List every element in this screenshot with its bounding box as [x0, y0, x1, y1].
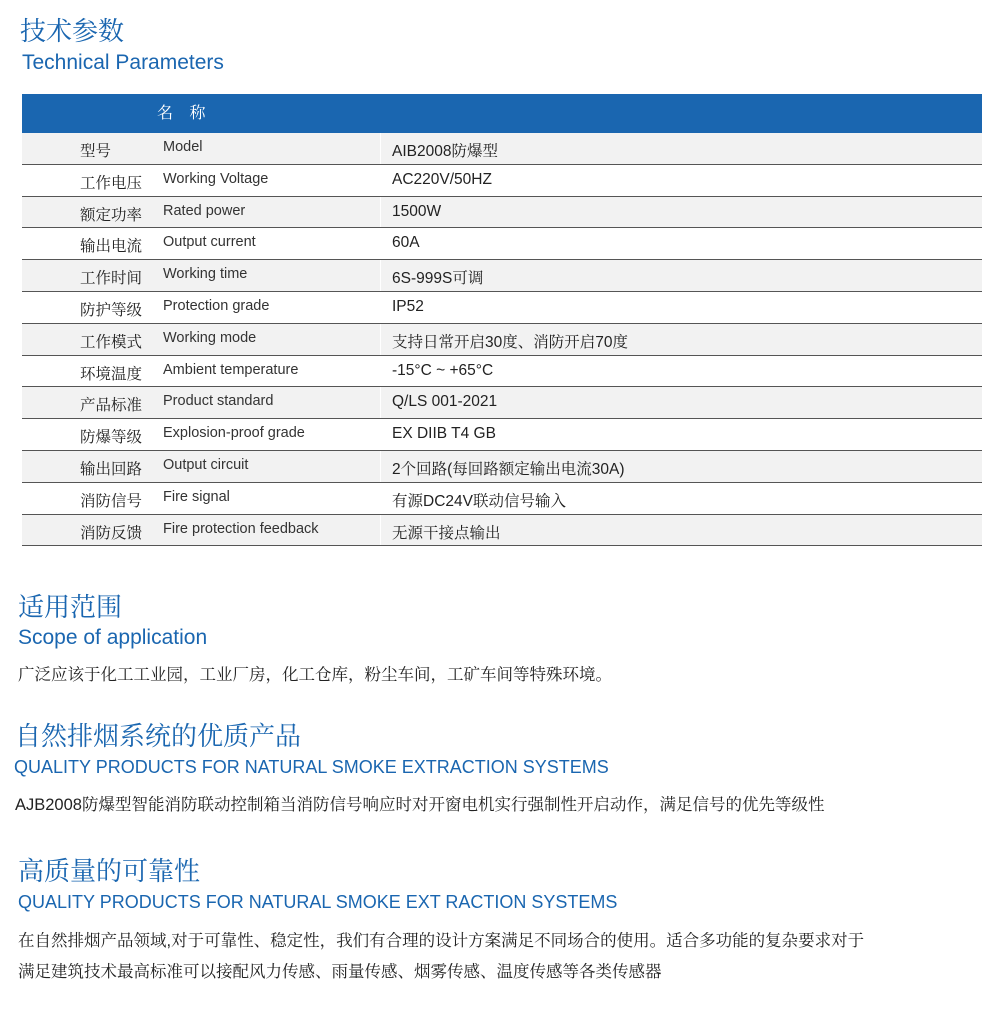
scope-title-cn: 适用范围	[18, 592, 123, 622]
param-name-en: Output current	[163, 234, 256, 251]
table-row	[22, 228, 982, 260]
param-name-cn: 防爆等级	[80, 429, 143, 447]
table-row	[22, 292, 982, 324]
param-value: EX DIIB T4 GB	[392, 425, 496, 443]
param-name-en: Explosion-proof grade	[163, 425, 305, 442]
table-row	[22, 197, 982, 229]
param-value: AC220V/50HZ	[392, 170, 492, 188]
param-name-cn: 防护等级	[80, 301, 143, 319]
column-divider	[380, 515, 381, 546]
param-value: 2个回路(每回路额定输出电流30A)	[392, 460, 625, 478]
scope-title-en: Scope of application	[18, 626, 208, 649]
table-row	[22, 387, 982, 419]
table-row	[22, 451, 982, 483]
param-value: 有源DC24V联动信号输入	[392, 492, 566, 510]
param-name-cn: 工作模式	[80, 333, 143, 351]
reliability-text-line2: 满足建筑技术最高标准可以接配风力传感、雨量传感、烟雾传感、温度传感等各类传感器	[18, 963, 662, 981]
quality-text: AJB2008防爆型智能消防联动控制箱当消防信号响应时对开窗电机实行强制性开启动作，满足信号的优先等级性	[15, 796, 825, 814]
param-name-en: Protection grade	[163, 297, 270, 314]
table-header	[22, 94, 982, 133]
table-row	[22, 165, 982, 197]
param-name-cn: 消防信号	[80, 492, 143, 510]
param-value: 60A	[392, 234, 420, 252]
table-row	[22, 356, 982, 388]
column-divider	[380, 419, 381, 450]
param-name-en: Product standard	[163, 393, 274, 410]
table-row	[22, 260, 982, 292]
column-divider	[380, 228, 381, 259]
param-name-cn: 输出回路	[80, 460, 143, 478]
column-divider	[380, 483, 381, 514]
param-name-cn: 输出电流	[80, 238, 143, 256]
param-value: Q/LS 001-2021	[392, 393, 498, 411]
table-row	[22, 133, 982, 165]
table-row	[22, 483, 982, 515]
reliability-title-en: QUALITY PRODUCTS FOR NATURAL SMOKE EXT RACTION SYSTEMS	[18, 892, 618, 912]
param-name-cn: 工作电压	[80, 174, 143, 192]
table-body	[22, 133, 982, 546]
param-name-en: Ambient temperature	[163, 361, 299, 378]
param-name-en: Working time	[163, 266, 248, 283]
param-name-cn: 额定功率	[80, 206, 143, 224]
table-row	[22, 419, 982, 451]
param-value: IP52	[392, 297, 424, 315]
column-divider	[380, 165, 381, 196]
table-header-label: 名 称	[157, 105, 212, 122]
param-value: 6S-999S可调	[392, 270, 484, 288]
table-row	[22, 324, 982, 356]
param-value: 1500W	[392, 202, 442, 220]
param-value: 支持日常开启30度、消防开启70度	[392, 333, 628, 351]
param-name-en: Output circuit	[163, 456, 249, 473]
column-divider	[380, 324, 381, 355]
column-divider	[380, 292, 381, 323]
parameters-table	[22, 94, 982, 546]
reliability-text-line1: 在自然排烟产品领域,对于可靠性、稳定性，我们有合理的设计方案满足不同场合的使用。适合多功能的复杂要求对于	[18, 932, 865, 950]
param-name-en: Model	[163, 139, 203, 155]
quality-title-cn: 自然排烟系统的优质产品	[15, 721, 302, 751]
reliability-title-cn: 高质量的可靠性	[18, 856, 201, 886]
param-name-en: Fire signal	[163, 488, 230, 505]
param-name-cn: 型号	[80, 143, 112, 160]
param-value: -15°C ~ +65°C	[392, 361, 494, 379]
quality-title-en: QUALITY PRODUCTS FOR NATURAL SMOKE EXTRACTION SYSTEMS	[14, 757, 609, 777]
param-name-en: Working Voltage	[163, 170, 269, 187]
param-name-cn: 消防反馈	[80, 524, 143, 542]
table-row	[22, 515, 982, 547]
tech-title-cn: 技术参数	[20, 16, 125, 46]
param-name-en: Working mode	[163, 329, 257, 346]
param-value: AIB2008防爆型	[392, 143, 498, 160]
column-divider	[380, 260, 381, 291]
param-name-cn: 产品标准	[80, 397, 143, 415]
scope-text: 广泛应该于化工工业园，工业厂房，化工仓库，粉尘车间，工矿车间等特殊环境。	[18, 666, 612, 684]
param-value: 无源干接点输出	[392, 524, 501, 542]
param-name-en: Rated power	[163, 202, 246, 219]
tech-title-en: Technical Parameters	[22, 51, 224, 74]
column-divider	[380, 356, 381, 387]
column-divider	[380, 387, 381, 418]
param-name-en: Fire protection feedback	[163, 520, 319, 537]
column-divider	[380, 133, 381, 164]
param-name-cn: 工作时间	[80, 270, 143, 288]
param-name-cn: 环境温度	[80, 365, 143, 383]
column-divider	[380, 451, 381, 482]
column-divider	[380, 197, 381, 228]
